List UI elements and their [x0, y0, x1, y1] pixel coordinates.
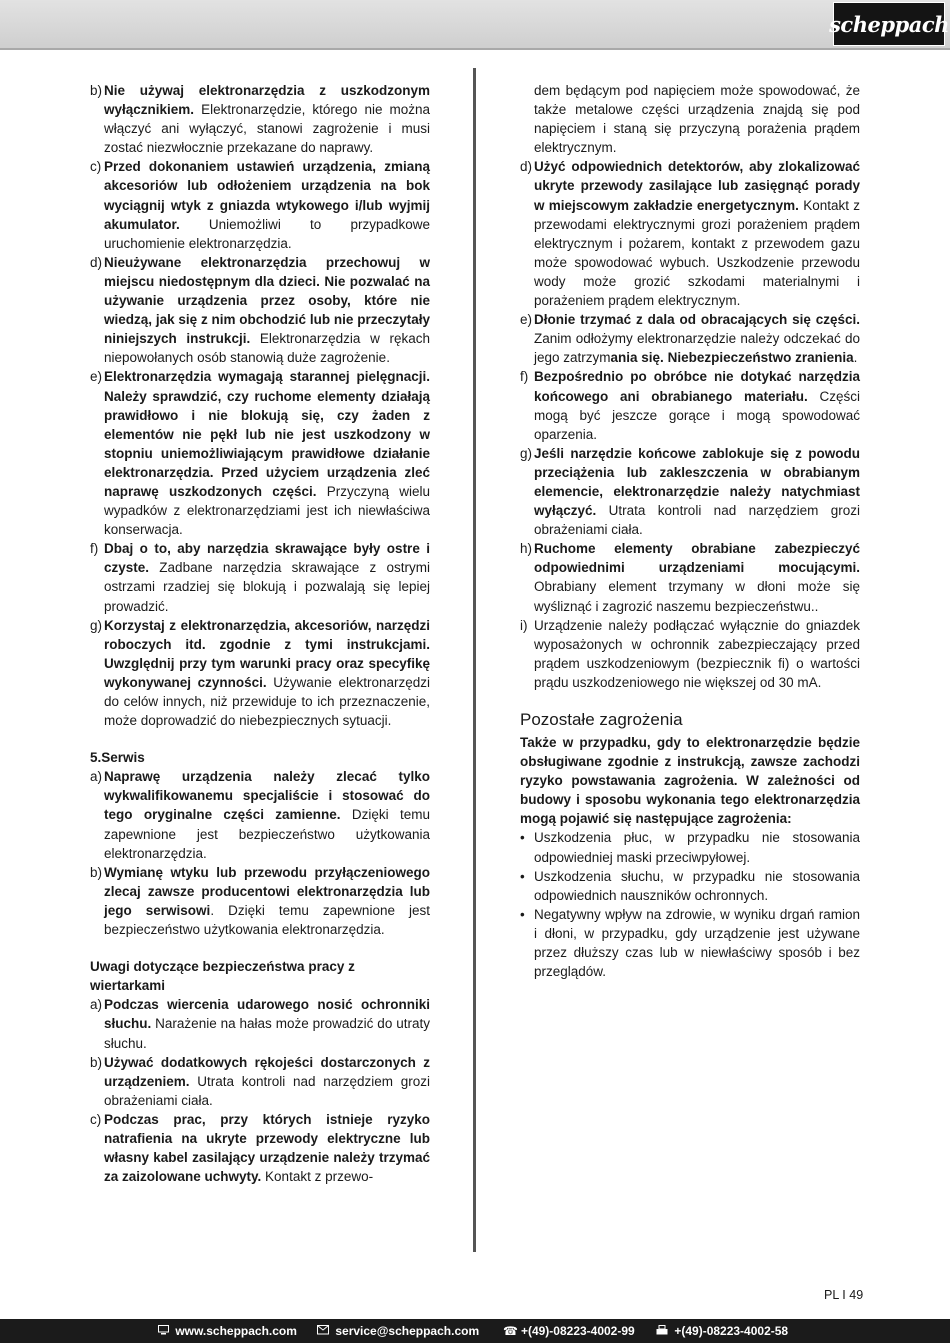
footer-bar — [0, 1319, 950, 1343]
footer-website[interactable]: www.scheppach.com — [158, 1324, 297, 1338]
list-item: • Uszkodzenia słuchu, w przypadku nie stosowania odpowiednich nauszników ochronnych. — [520, 868, 860, 903]
list-item: g) Korzystaj z elektronarzędzia, akcesoriów, narzędzi roboczych itd. zgodnie z tymi instrukcjami. Uwzględnij przy tym warunki pracy oraz specyfikę wykonywanej czynności. Używanie elektronarzędzi do celów innych, niż przewiduje to ich przeznaczenie, może doprowadzić do niebezpiecznych sytuacji. — [90, 617, 430, 729]
section-title-drills: Uwagi dotyczące bezpieczeństwa pracy z wiertarkami — [90, 959, 355, 994]
phone-icon: ☎ — [503, 1324, 518, 1338]
list-item: a) Naprawę urządzenia należy zlecać tylko wykwalifikowanemu specjaliście i stosować do tego oryginalne części zamienne. Dzięki temu zapewnione jest bezpieczeństwo użytkowania elektronarzędzia. — [90, 769, 430, 861]
list-item: d) Nieużywane elektronarzędzia przechowuj w miejscu niedostępnym dla dzieci. Nie pozwalać na używanie urządzenia przez osoby, które nie wiedzą, jak się z nim obchodzić lub nie przeczytały niniejszych instrukcji. Elektronarzędzia w rękach niepowołanych osób stanowią duże zagrożenie. — [90, 254, 430, 366]
list-item: g) Jeśli narzędzie końcowe zablokuje się z powodu przeciążenia lub zakleszczenia w obrabianym elemencie, elektronarzędzie należy natychmiast wyłączyć. Utrata kontroli nad narzędziem grozi obrażeniami ciała. — [520, 445, 860, 538]
list-item: c) Przed dokonaniem ustawień urządzenia, zmianą akcesoriów lub odłożeniem urządzenia na bok wyciągnij wtyk z gniazda wtykowego i/lub wyjmij akumulator. Uniemożliwi to przypadkowe uruchomienie elektronarzędzia. — [90, 159, 430, 251]
left-column — [90, 81, 430, 1186]
right-column — [520, 81, 860, 981]
residual-risks-intro: Także w przypadku, gdy to elektronarzędzie będzie obsługiwane zgodnie z instrukcją, zawsze zachodzi ryzyko powstawania zagrożenia. W zależności od budowy i sposobu wykonania tego elektronarzędzia mogą pojawić się następujące zagrożenia: — [520, 735, 860, 827]
list-item: h) Ruchome elementy obrabiane zabezpieczyć odpowiednimi urządzeniami mocującymi. Obrabiany element trzymany w dłoni może się wyśliznąć i zagrozić naszemu bezpieczeństwu.. — [520, 541, 860, 614]
list-item: i) Urządzenie należy podłączać wyłącznie do gniazdek wyposażonych w ochronnik zabezpieczający przed prądem uszkodzeniowym (bezpiecznik fi) o wartości prądu uszkodzeniowego nie większej od 30 mA. — [520, 617, 860, 690]
section-title-service: 5.Serwis — [90, 750, 145, 766]
list-item: a) Podczas wiercenia udarowego nosić ochronniki słuchu. Narażenie na hałas może prowadzić do utraty słuchu. — [90, 997, 430, 1051]
header-bar — [0, 0, 950, 50]
list-item: f) Dbaj o to, aby narzędzia skrawające były ostre i czyste. Zadbane narzędzia skrawające z ostrymi ostrzami rzadziej się blokują i pozwalają się lepiej prowadzić. — [90, 541, 430, 614]
list-item: d) Użyć odpowiednich detektorów, aby zlokalizować ukryte przewody zasilające lub zasięgnąć porady w miejscowym zakładzie energetycznym. Kontakt z przewodami elektrycznymi grozi porażeniem prądem elektrycznym i pożarem, kontakt z przewodem gazu może spowodować wybuch. Uszkodzenie przewodu wody może grozić szkodami materialnymi i porażeniem prądem elektrycznym. — [520, 159, 860, 309]
list-item: e) Elektronarzędzia wymagają starannej pielęgnacji. Należy sprawdzić, czy ruchome elementy działają prawidłowo i nie blokują się, czy żaden z elementów nie pękł lub nie jest uszkodzony w stopniu uniemożliwiającym prawidłowe działanie elektronarzędzia. Przed użyciem urządzenia zleć naprawę uszkodzonych części. Przyczyną wielu wypadków z elektronarzędziami jest ich niewłaściwa konserwacja. — [90, 369, 430, 538]
envelope-icon — [317, 1324, 332, 1338]
footer-fax[interactable]: +(49)-08223-4002-58 — [656, 1324, 788, 1338]
list-item: b) Używać dodatkowych rękojeści dostarczonych z urządzeniem. Utrata kontroli nad narzędziem grozi obrażeniami ciała. — [90, 1054, 430, 1108]
footer-phone[interactable]: ☎ +(49)-08223-4002-99 — [503, 1324, 635, 1338]
list-item: c) Podczas prac, przy których istnieje ryzyko natrafienia na ukryte przewody elektryczne lub własny kabel zasilający urządzenie należy trzymać za zaizolowane uchwyty. Kontakt z przewo- — [90, 1111, 430, 1185]
list-item: e) Dłonie trzymać z dala od obracających się części. Zanim odłożymy elektronarzędzie należy odczekać do jego zatrzymania się. Niebezpieczeństwo zranienia. — [520, 312, 860, 366]
list-item: b) Wymianę wtyku lub przewodu przyłączeniowego zlecaj zawsze producentowi elektronarzędzia lub jego serwisowi. Dzięki temu zapewnione jest bezpieczeństwo użytkowania elektronarzędzia. — [90, 864, 430, 938]
list-item: • Negatywny wpływ na zdrowie, w wyniku drgań ramion i dłoni, w przypadku, gdy urządzenie jest używane przez dłuższy czas lub w niewłaściwy sposób i bez przeglądów. — [520, 906, 860, 980]
list-item: f) Bezpośrednio po obróbce nie dotykać narzędzia końcowego ani obrabianego materiału. Części mogą być jeszcze gorące i mogą spowodować oparzenia. — [520, 369, 860, 442]
residual-risks-heading: Pozostałe zagrożenia — [520, 710, 683, 729]
continuation-text: dem będącym pod napięciem może spowodować, że także metalowe części urządzenia znajdą się pod napięciem i staną się przyczyną porażenia prądem elektrycznym. — [534, 83, 860, 156]
footer-email[interactable]: service@scheppach.com — [317, 1324, 479, 1338]
list-item: b) Nie używaj elektronarzędzia z uszkodzonym wyłącznikiem. Elektronarzędzie, którego nie można włączyć ani wyłączyć, stanowi zagrożenie i musi zostać niezwłocznie przekazane do naprawy. — [90, 83, 430, 156]
computer-icon — [158, 1324, 172, 1338]
fax-icon — [656, 1324, 671, 1338]
list-item: • Uszkodzenia płuc, w przypadku nie stosowania odpowiedniej maski przeciwpyłowej. — [520, 830, 860, 865]
scheppach-logo: scheppach — [833, 2, 945, 46]
page-number: PL I 49 — [824, 1288, 864, 1302]
column-divider — [473, 68, 476, 1252]
